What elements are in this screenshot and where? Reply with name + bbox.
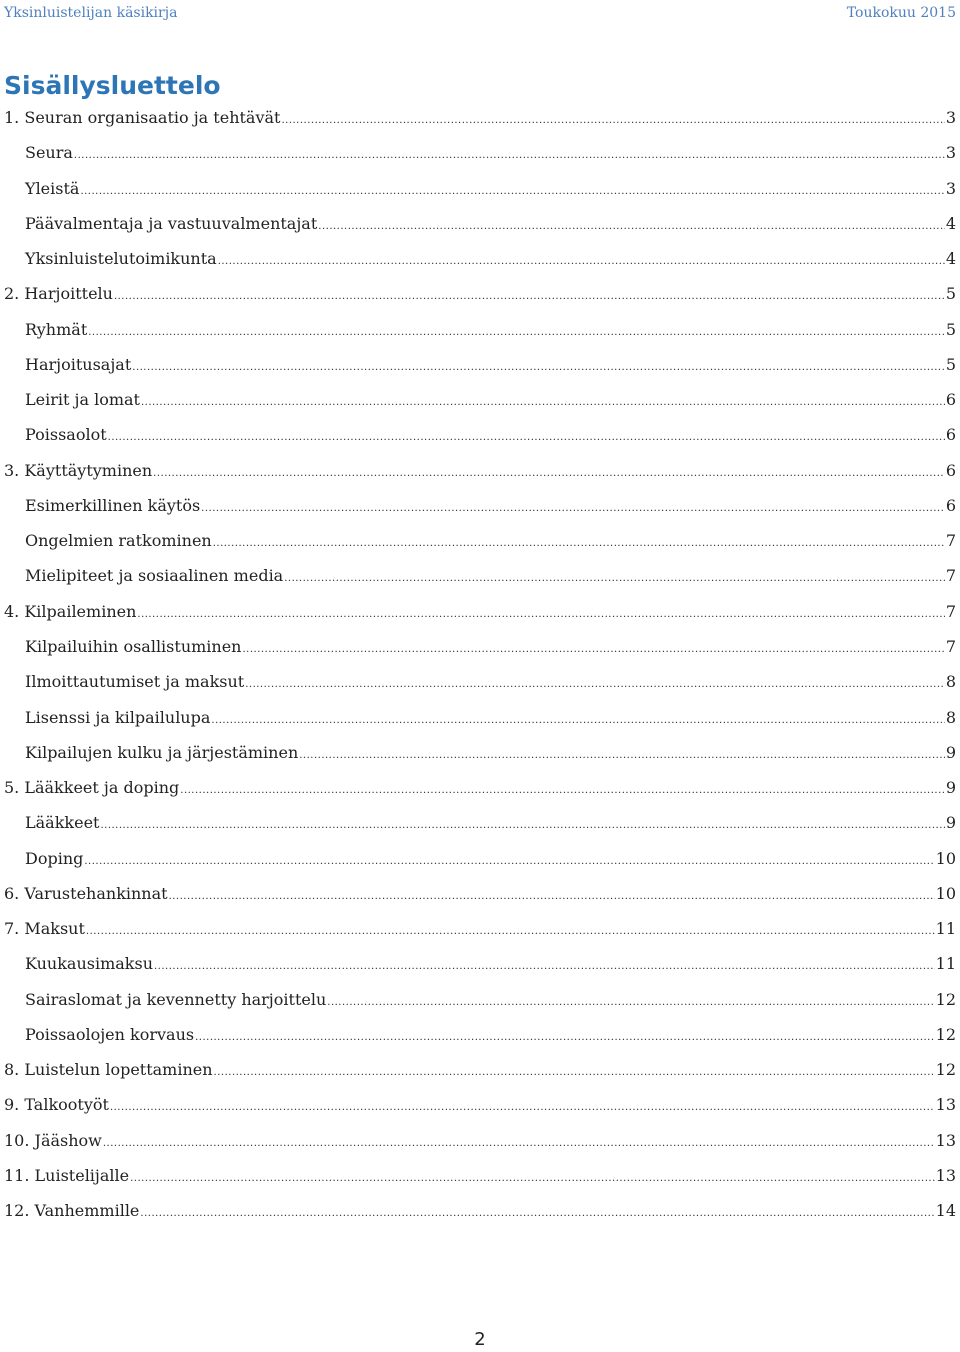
dot-leader bbox=[108, 420, 945, 455]
toc-entry-label: Sairaslomat ja kevennetty harjoittelu bbox=[25, 989, 327, 1009]
dot-leader bbox=[201, 491, 945, 526]
toc-entry[interactable] bbox=[4, 453, 956, 488]
toc-entry-page: 5 bbox=[945, 354, 956, 374]
toc-entry-label: Kilpailuihin osallistuminen bbox=[25, 636, 242, 656]
toc-entry-label: Yleistä bbox=[25, 178, 80, 198]
dot-leader bbox=[180, 773, 945, 808]
toc-entry-page: 10 bbox=[935, 848, 956, 868]
toc-entry-page: 8 bbox=[945, 672, 956, 692]
toc-entry-page: 10 bbox=[935, 883, 956, 903]
toc-entry-page: 9 bbox=[945, 742, 956, 762]
dot-leader bbox=[169, 879, 935, 914]
toc-entry-label: Esimerkillinen käytös bbox=[25, 495, 201, 515]
toc-entry-page: 5 bbox=[945, 319, 956, 339]
page-header bbox=[4, 2, 956, 24]
dot-leader bbox=[195, 1020, 935, 1055]
toc-entry[interactable] bbox=[4, 735, 956, 770]
dot-leader bbox=[141, 385, 945, 420]
toc-entry-label: Harjoitusajat bbox=[25, 354, 132, 374]
toc-entry-page: 13 bbox=[935, 1165, 956, 1185]
toc-entry-page: 3 bbox=[945, 178, 956, 198]
toc-entry[interactable] bbox=[4, 982, 956, 1017]
toc-entry-page: 7 bbox=[945, 566, 956, 586]
toc-entry-label: 3. Käyttäytyminen bbox=[4, 460, 153, 480]
dot-leader bbox=[153, 456, 945, 491]
dot-leader bbox=[140, 1196, 934, 1231]
dot-leader bbox=[284, 561, 945, 596]
dot-leader bbox=[245, 667, 945, 702]
document-date: Toukokuu 2015 bbox=[846, 5, 956, 21]
dot-leader bbox=[100, 808, 944, 843]
toc-entry[interactable] bbox=[4, 206, 956, 241]
toc-title: Sisällysluettelo bbox=[4, 71, 221, 100]
toc-entry-page: 4 bbox=[945, 249, 956, 269]
toc-entry-label: 2. Harjoittelu bbox=[4, 284, 113, 304]
toc-entry[interactable] bbox=[4, 1193, 956, 1228]
toc-entry-label: Lisenssi ja kilpailulupa bbox=[25, 707, 211, 727]
toc-entry-label: Ilmoittautumiset ja maksut bbox=[25, 672, 245, 692]
toc-entry[interactable] bbox=[4, 1158, 956, 1193]
toc-entry-page: 6 bbox=[945, 495, 956, 515]
toc-entry-page: 11 bbox=[935, 954, 956, 974]
toc-entry-label: 12. Vanhemmille bbox=[4, 1201, 140, 1221]
toc-entry[interactable] bbox=[4, 946, 956, 981]
dot-leader bbox=[130, 1161, 935, 1196]
dot-leader bbox=[103, 1126, 935, 1161]
toc-entry-page: 6 bbox=[945, 460, 956, 480]
toc-entry-label: 7. Maksut bbox=[4, 919, 85, 939]
toc-entry-page: 13 bbox=[935, 1095, 956, 1115]
toc-entry[interactable] bbox=[4, 488, 956, 523]
toc-entry-page: 11 bbox=[935, 919, 956, 939]
dot-leader bbox=[214, 1055, 935, 1090]
toc-entry[interactable] bbox=[4, 1087, 956, 1122]
toc-entry-page: 7 bbox=[945, 636, 956, 656]
toc-entry-page: 9 bbox=[945, 778, 956, 798]
toc-entry-label: Poissaolot bbox=[25, 425, 107, 445]
toc-entry-page: 7 bbox=[945, 531, 956, 551]
toc-entry-label: Lääkkeet bbox=[25, 813, 100, 833]
toc-entry-label: 4. Kilpaileminen bbox=[4, 601, 137, 621]
toc-entry-page: 6 bbox=[945, 390, 956, 410]
toc-entry-page: 14 bbox=[935, 1201, 956, 1221]
toc-entry-page: 6 bbox=[945, 425, 956, 445]
toc-entry[interactable] bbox=[4, 523, 956, 558]
dot-leader bbox=[218, 244, 945, 279]
toc-entry-label: Ongelmien ratkominen bbox=[25, 531, 212, 551]
toc-entry-page: 12 bbox=[935, 1024, 956, 1044]
toc-entry[interactable] bbox=[4, 911, 956, 946]
toc-entry[interactable] bbox=[4, 347, 956, 382]
toc-entry-page: 8 bbox=[945, 707, 956, 727]
dot-leader bbox=[114, 279, 945, 314]
toc-entry-page: 3 bbox=[945, 143, 956, 163]
dot-leader bbox=[213, 526, 945, 561]
toc-entry-page: 4 bbox=[945, 213, 956, 233]
toc-entry[interactable] bbox=[4, 841, 956, 876]
toc-entry[interactable] bbox=[4, 876, 956, 911]
dot-leader bbox=[132, 350, 945, 385]
toc-entry[interactable] bbox=[4, 100, 956, 135]
dot-leader bbox=[327, 985, 934, 1020]
toc-entry-label: Seura bbox=[25, 143, 73, 163]
toc-entry[interactable] bbox=[4, 1123, 956, 1158]
toc-entry-label: 10. Jääshow bbox=[4, 1130, 102, 1150]
toc-entry-page: 3 bbox=[945, 108, 956, 127]
toc-entry-label: 11. Luistelijalle bbox=[4, 1165, 130, 1185]
toc-entry[interactable] bbox=[4, 276, 956, 311]
toc-entry-label: Yksinluistelutoimikunta bbox=[25, 249, 217, 269]
toc-entry-page: 5 bbox=[945, 284, 956, 304]
toc-entry-label: 6. Varustehankinnat bbox=[4, 883, 168, 903]
dot-leader bbox=[318, 209, 945, 244]
dot-leader bbox=[299, 738, 945, 773]
toc-entry-page: 12 bbox=[935, 1060, 956, 1080]
toc-entry-label: Päävalmentaja ja vastuuvalmentajat bbox=[25, 213, 318, 233]
dot-leader bbox=[137, 597, 944, 632]
dot-leader bbox=[110, 1090, 935, 1125]
toc-entry-page: 9 bbox=[945, 813, 956, 833]
toc-entry-label: Leirit ja lomat bbox=[25, 390, 140, 410]
toc-entry-label: Mielipiteet ja sosiaalinen media bbox=[25, 566, 284, 586]
toc-entry[interactable] bbox=[4, 417, 956, 452]
document-title: Yksinluistelijan käsikirja bbox=[4, 5, 178, 21]
dot-leader bbox=[88, 315, 945, 350]
toc-entry[interactable] bbox=[4, 135, 956, 170]
toc-entry[interactable] bbox=[4, 1052, 956, 1087]
page-number: 2 bbox=[474, 1329, 486, 1350]
toc-entry-page: 7 bbox=[945, 601, 956, 621]
toc-entry[interactable] bbox=[4, 805, 956, 840]
dot-leader bbox=[154, 949, 935, 984]
dot-leader bbox=[80, 174, 944, 209]
toc-entry[interactable] bbox=[4, 382, 956, 417]
dot-leader bbox=[211, 703, 944, 738]
toc-entry-label: Poissaolojen korvaus bbox=[25, 1024, 195, 1044]
dot-leader bbox=[242, 632, 944, 667]
toc-entry-label: Ryhmät bbox=[25, 319, 88, 339]
toc-entry[interactable] bbox=[4, 629, 956, 664]
toc-entry[interactable] bbox=[4, 312, 956, 347]
toc-entry-label: 5. Lääkkeet ja doping bbox=[4, 778, 180, 798]
toc-entry-label: Doping bbox=[25, 848, 84, 868]
toc-entry-label: 8. Luistelun lopettaminen bbox=[4, 1060, 213, 1080]
toc-entry[interactable] bbox=[4, 700, 956, 735]
toc-entry[interactable] bbox=[4, 171, 956, 206]
toc-entry-page: 13 bbox=[935, 1130, 956, 1150]
toc-entry-page: 12 bbox=[935, 989, 956, 1009]
dot-leader bbox=[74, 138, 945, 173]
toc-entry-label: Kilpailujen kulku ja järjestäminen bbox=[25, 742, 299, 762]
dot-leader bbox=[86, 914, 935, 949]
toc-entry[interactable] bbox=[4, 770, 956, 805]
toc-entry-label: 9. Talkootyöt bbox=[4, 1095, 109, 1115]
dot-leader bbox=[84, 844, 934, 879]
toc-entry[interactable] bbox=[4, 594, 956, 629]
toc-entry[interactable] bbox=[4, 558, 956, 593]
toc-entry-label: Kuukausimaksu bbox=[25, 954, 153, 974]
dot-leader bbox=[281, 103, 944, 138]
toc-entry[interactable] bbox=[4, 241, 956, 276]
toc-entry-label: 1. Seuran organisaatio ja tehtävät bbox=[4, 108, 281, 127]
table-of-contents bbox=[4, 100, 956, 1229]
toc-entry[interactable] bbox=[4, 1017, 956, 1052]
toc-entry[interactable] bbox=[4, 664, 956, 699]
